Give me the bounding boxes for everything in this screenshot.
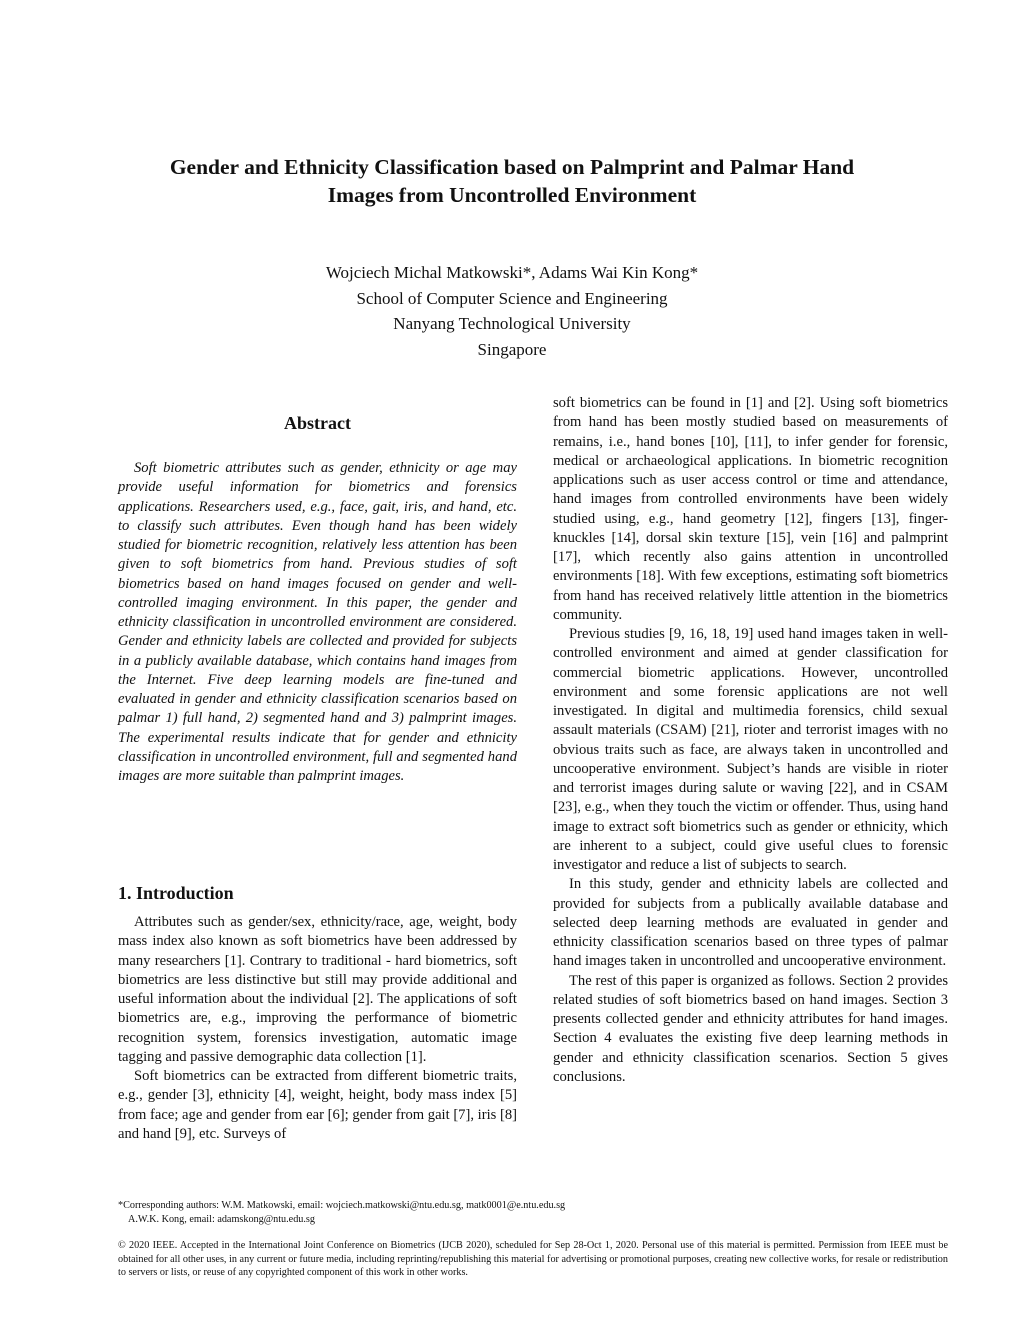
- title-line-1: Gender and Ethnicity Classification based on Palmprint and Palmar Hand: [169, 155, 855, 179]
- paragraph: In this study, gender and ethnicity labels are collected and provided for subjects from a publically available database and selected deep learning methods are evaluated in gender and ethnicity classification scenarios based on three types of palmar hand images taken in uncontrolled and uncooperative environment.: [553, 876, 948, 970]
- author-university: Nanyang Technological University: [393, 314, 631, 333]
- introduction-heading: 1. Introduction: [118, 883, 234, 903]
- paragraph: Attributes such as gender/sex, ethnicity/race, age, weight, body mass index also known as soft biometrics have been addressed by many researchers [1]. Contrary to traditional - hard biometrics, soft biometrics are less distinctive but still may provide additional and useful information about the individual [2]. The applications of soft biometrics are, e.g., improving the performance of biometric recognition system, forensics investigation, automatic image tagging and passive demographic data collection [1].: [118, 914, 517, 1065]
- title-line-2: Images from Uncontrolled Environment: [327, 183, 697, 207]
- paragraph: soft biometrics can be found in [1] and [2]. Using soft biometrics from hand has been mostly studied based on measurements of remains, i.e., hand bones [10], [11], to infer gender for forensic, medical or archaeological applications. In biometric recognition applications such as user access control or time and attendance, hand images from controlled environments have been widely studied using, e.g., hand geometry [12], fingers [13], finger-knuckles [14], dorsal skin texture [15], vein [16] and palmprint [17], which recently also gains attention in uncontrolled environments [18]. With few exceptions, estimating soft biometrics from hand has received relatively little attention in the biometrics community.: [553, 395, 948, 623]
- author-block: [100, 260, 924, 362]
- paragraph: The rest of this paper is organized as follows. Section 2 provides related studies of soft biometrics based on hand images. Section 3 presents collected gender and ethnicity attributes for hand images. Section 4 evaluates the existing five deep learning methods in gender and ethnicity classification scenarios. Section 5 gives conclusions.: [553, 972, 948, 1085]
- corresponding-authors-footnote: [118, 1199, 948, 1226]
- abstract-text: Soft biometric attributes such as gender, ethnicity or age may provide useful information for biometrics and forensics applications. Researchers used, e.g., face, gait, iris, and hand, etc. to classify such attributes. Even though hand has been widely studied for biometric recognition, relatively less attention has been given to soft biometrics from hand. Previous studies of soft biometrics based on hand images focused on gender and well-controlled imaging environment. In this paper, the gender and ethnicity classification in uncontrolled environment are considered. Gender and ethnicity labels are collected and provided for subjects in a publicly available database, which contains hand images from the Internet. Five deep learning models are fine-tuned and evaluated in gender and ethnicity classification scenarios based on palmar 1) full hand, 2) segmented hand and 3) palmprint images. The experimental results indicate that for gender and ethnicity classification in uncontrolled environment, full and segmented hand images are more suitable than palmprint images.: [118, 460, 517, 784]
- introduction-right-column: [553, 394, 948, 1087]
- abstract-heading: Abstract: [284, 413, 351, 433]
- copyright-notice: © 2020 IEEE. Accepted in the International Joint Conference on Biometrics (IJCB 2020), scheduled for Sep 28-Oct 1, 2020. Personal use of this material is permitted. Permission from IEEE must be obtained for all other uses, in any current or future media, including reprinting/republishing this material for advertising or promotional purposes, creating new collective works, for resale or redistribution to servers or lists, or reuse of any copyrighted component of this work in other works.: [118, 1240, 948, 1278]
- introduction-left-column: [118, 913, 517, 1144]
- author-names: Wojciech Michal Matkowski*, Adams Wai Kin Kong*: [325, 263, 699, 282]
- paragraph: Previous studies [9, 16, 18, 19] used hand images taken in well-controlled environment and aimed at gender classification for commercial biometric applications. However, uncontrolled environment and some forensic applications are not well investigated. In digital and multimedia forensics, child sexual assault materials (CSAM) [21], rioter and terrorist images with no obvious traits such as face, are always taken in uncontrolled and uncooperative environment. Subject’s hands are visible in rioter and terrorist images during salute or waving [22], and in CSAM [23], e.g., when they touch the victim or offender. Thus, using hand image to extract soft biometrics such as gender or ethnicity, which are inherent to a subject, could give useful clues to forensic investigator and reduce a list of subjects to search.: [553, 626, 948, 873]
- footnote-line-1: *Corresponding authors: W.M. Matkowski, email: wojciech.matkowski@ntu.edu.sg, matk0001@e.ntu.edu.sg: [118, 1200, 566, 1211]
- abstract-body: [118, 459, 517, 786]
- paragraph: Soft biometrics can be extracted from different biometric traits, e.g., gender [3], ethnicity [4], weight, height, body mass index [5] from face; age and gender from ear [6]; gender from gait [7], iris [8] and hand [9], etc. Surveys of: [118, 1068, 517, 1142]
- paper-title: [100, 153, 924, 209]
- footnote-line-2: A.W.K. Kong, email: adamskong@ntu.edu.sg: [128, 1213, 315, 1225]
- author-school: School of Computer Science and Engineering: [356, 288, 668, 308]
- author-country: Singapore: [477, 339, 547, 359]
